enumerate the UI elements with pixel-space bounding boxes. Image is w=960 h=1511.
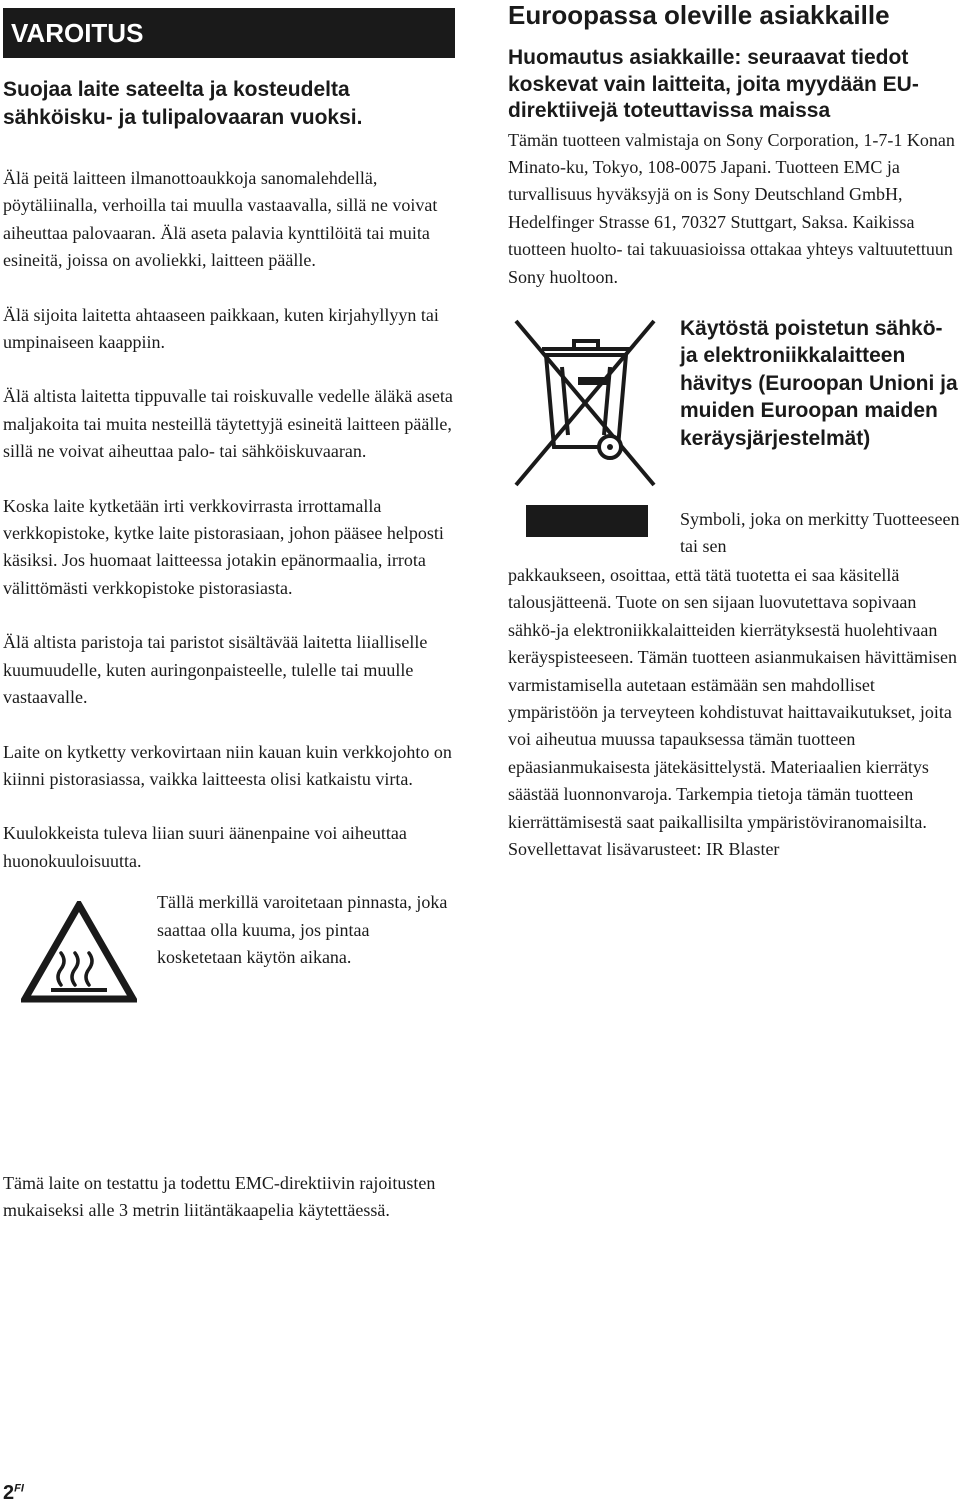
warning-heading: Suojaa laite sateelta ja kosteudelta sähköisku- ja tulipalovaaran vuoksi.: [3, 78, 363, 129]
page-language-suffix: FI: [14, 1482, 24, 1495]
warning-paragraph-ventilation: Älä peitä laitteen ilmanottoaukkoja sanomalehdellä, pöytäliinalla, verhoilla tai muulla vastaavalla, sillä ne voivat aiheuttaa palovaaran. Älä aseta palavia kynttilöitä tai muita esineitä, joissa on avoliekki, laitteen päälle.: [3, 168, 438, 271]
accessories-text: Sovellettavat lisävarusteet: IR Blaster: [508, 839, 780, 859]
eu-section-heading: Euroopassa oleville asiakkaille: [508, 0, 890, 30]
eu-notice-text: Tämän tuotteen valmistaja on Sony Corporation, 1-7-1 Konan Minato-ku, Tokyo, 108-0075 Japani. Tuotteen EMC ja turvallisuus hyväksyjä on is Sony Deutschland GmbH, Hedelfinger Strasse 61, 70327 Stuttgart, Saksa. Kaikissa tuotteen huolto- tai takuuasioissa ottakaa yhteys valtuutettuun Sony huoltoon.: [508, 129, 955, 287]
weee-body-text: pakkaukseen, osoittaa, että tätä tuotetta ei saa käsitellä talousjätteenä. Tuote on sen sijaan luovutettava sopivaan sähkö-ja elektroniikkalaitteiden kierrätyksestä huolehtivaan keräyspisteeseen. Tämän tuotteen asianmukaisen hävittämisen varmistamisella autetaan estämään sen mahdolliset ympäristöön ja terveyteen kohdistuvat haittavaikutukset, joita voi aiheutua muussa tapauksessa tämän tuotteen epäasianmukaisesta jätekäsittelystä. Materiaalien kierrätys säästää luonnonvaroja. Tarkempia tietoja tämän tuotteen kierrättämisestä saat paikallisilta ympäristöviranomaisilta.: [508, 564, 958, 832]
eu-notice-heading: Huomautus asiakkaille: seuraavat tiedot koskevat vain laitteita, joita myydään EU-direktiivejä toteuttavissa maissa: [508, 46, 919, 122]
warning-paragraph-batteries: Älä altista paristoja tai paristot sisältävää laitetta liialliselle kuumuudelle, kuten auringonpaisteelle, tulelle tai muulle vastaavalle.: [3, 632, 428, 708]
page-number: [3, 1482, 24, 1505]
weee-intro-text: Symboli, joka on merkitty Tuotteeseen tai sen: [680, 508, 960, 557]
eu-customers-column: [508, 0, 958, 863]
crossed-out-bin-icon: [512, 315, 662, 540]
hot-surface-warning-icon: [21, 901, 137, 1003]
warning-banner: VAROITUS: [3, 8, 455, 58]
emc-cable-note: Tämä laite on testattu ja todettu EMC-direktiivin rajoitusten mukaiseksi alle 3 metrin liitäntäkaapelia käytettäessä.: [3, 1173, 436, 1221]
hot-surface-notice: [3, 889, 455, 1004]
warning-paragraph-mains-plug: Koska laite kytketään irti verkkovirrasta irrottamalla verkkopistoke, kytke laite pistorasiaan, johon pääsee helposti käsiksi. Jos huomaat laitteessa jotakin epänormaalia, irrota välittömästi verkkopistoke pistorasiasta.: [3, 495, 444, 598]
weee-section: [508, 315, 958, 562]
hot-surface-text: Tällä merkillä varoitetaan pinnasta, joka saattaa olla kuuma, jos pintaa kosketetaan käytön aikana.: [157, 892, 448, 967]
warning-paragraph-power-connection: Laite on kytketty verkovirtaan niin kauan kuin verkkojohto on kiinni pistorasiassa, vaikka laitteesta olisi katkaistu virta.: [3, 741, 452, 789]
warning-paragraph-placement: Älä sijoita laitetta ahtaaseen paikkaan, kuten kirjahyllyyn tai umpinaiseen kaappiin.: [3, 304, 439, 353]
weee-heading: Käytöstä poistetun sähkö- ja elektroniikkalaitteen hävitys (Euroopan Unioni ja muiden Euroopan maiden keräysjärjestelmät): [680, 316, 958, 450]
warning-paragraph-headphones: Kuulokkeista tuleva liian suuri äänenpaine voi aiheuttaa huonokuuloisuutta.: [3, 823, 407, 871]
warning-column: [3, 8, 455, 1004]
warning-paragraph-liquids: Älä altista laitetta tippuvalle tai roiskuvalle vedelle äläkä aseta maljakoita tai muita nesteillä täytettyjä esineitä laitteen päälle, sillä ne voivat aiheuttaa palo- tai sähköiskuvaaran.: [3, 386, 453, 462]
page-number-value: 2: [3, 1482, 15, 1504]
